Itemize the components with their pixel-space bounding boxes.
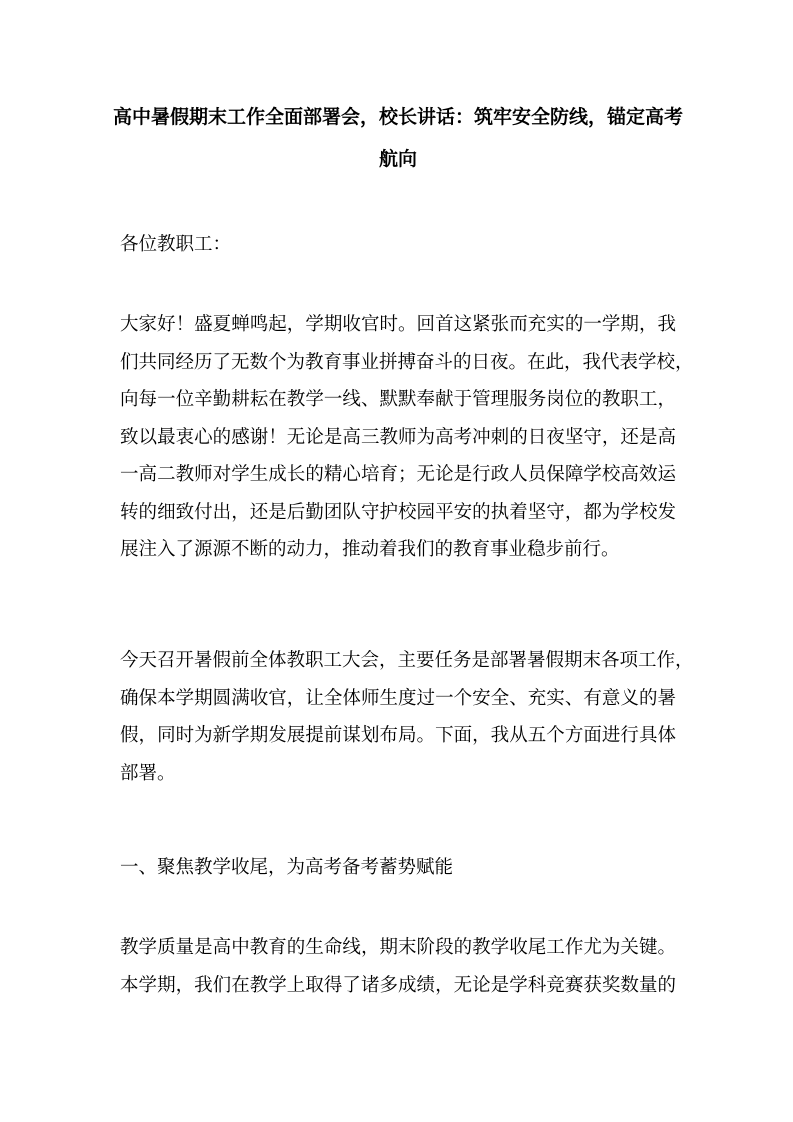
salutation-text: 各位教职工：: [120, 234, 232, 255]
paragraph-meeting-purpose: [120, 642, 694, 792]
paragraph-line: 向每一位辛勤耕耘在教学一线、默默奉献于管理服务岗位的教职工，: [120, 389, 676, 410]
document-title: [110, 96, 686, 180]
paragraph-line: 教学质量是高中教育的生命线，期末阶段的教学收尾工作尤为关键。: [120, 937, 676, 958]
section-heading-1: [120, 849, 676, 887]
paragraph-opening: [120, 306, 694, 569]
paragraph-line: 一高二教师对学生成长的精心培育；无论是行政人员保障学校高效运: [120, 464, 676, 485]
paragraph-line: 今天召开暑假前全体教职工大会，主要任务是部署暑假期末各项工作，: [120, 650, 694, 671]
paragraph-line: 展注入了源源不断的动力，推动着我们的教育事业稳步前行。: [120, 539, 620, 560]
title-line-1: 高中暑假期末工作全面部署会，校长讲话：筑牢安全防线，锚定高考: [112, 106, 683, 128]
paragraph-line: 部署。: [120, 762, 176, 784]
paragraph-line: 本学期，我们在教学上取得了诸多成绩，无论是学科竞赛获奖数量的: [120, 974, 676, 996]
paragraph-teaching-quality: [120, 929, 676, 1004]
section-heading-text: 一、聚焦教学收尾，为高考备考蓄势赋能: [120, 857, 454, 878]
salutation: [120, 226, 676, 264]
paragraph-line: 假，同时为新学期发展提前谋划布局。下面，我从五个方面进行具体: [120, 725, 676, 746]
paragraph-line: 们共同经历了无数个为教育事业拼搏奋斗的日夜。在此，我代表学校，: [120, 351, 694, 373]
paragraph-line: 确保本学期圆满收官，让全体师生度过一个安全、充实、有意义的暑: [120, 687, 676, 709]
paragraph-line: 转的细致付出，还是后勤团队守护校园平安的执着坚守，都为学校发: [120, 501, 676, 523]
paragraph-line: 致以最衷心的感谢！无论是高三教师为高考冲刺的日夜坚守，还是高: [120, 426, 676, 448]
paragraph-line: 大家好！盛夏蝉鸣起，学期收官时。回首这紧张而充实的一学期，我: [120, 314, 676, 335]
title-line-2: 航向: [378, 148, 417, 170]
